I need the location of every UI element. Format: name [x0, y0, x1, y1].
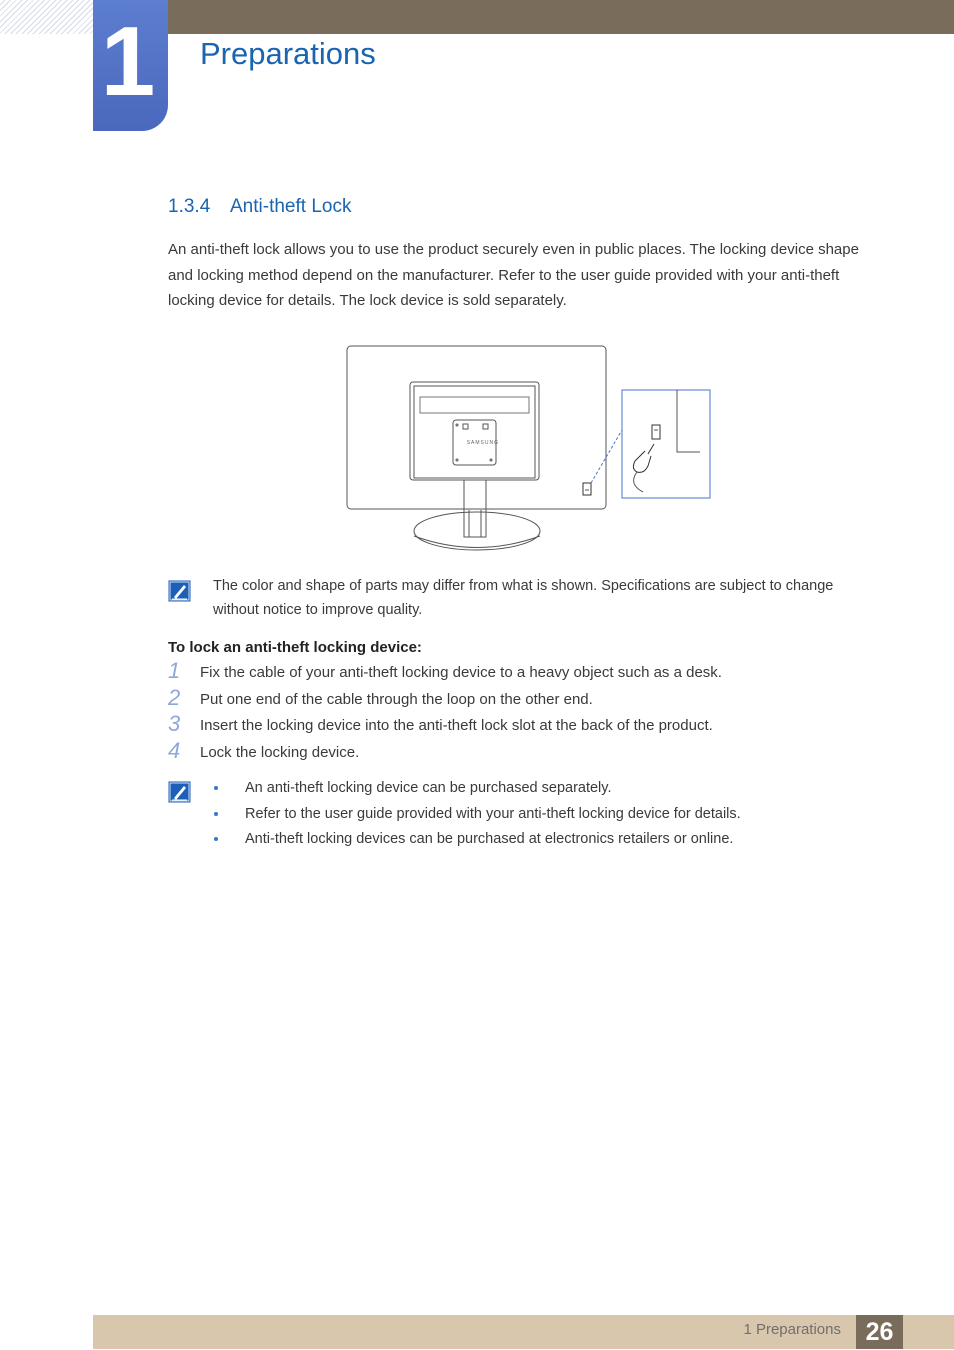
monitor-vent — [420, 397, 529, 413]
note-bullet-list — [213, 776, 873, 853]
step-text: Put one end of the cable through the loop on the other end. — [200, 690, 593, 708]
bullet-dot — [214, 812, 218, 816]
footer-chapter-label: 1 Preparations — [743, 1321, 841, 1338]
step-text: Insert the locking device into the anti-theft lock slot at the back of the product. — [200, 717, 713, 734]
step-item — [168, 713, 888, 740]
bullet-item — [213, 802, 873, 828]
section-title: Anti-theft Lock — [230, 196, 352, 217]
section-number: 1.3.4 — [168, 196, 211, 217]
lock-device-icon — [633, 444, 654, 472]
header-hatch-pattern — [0, 0, 93, 34]
stand-base — [414, 512, 540, 550]
bullet-text: An anti-theft locking device can be purchased separately. — [245, 780, 612, 796]
step-number: 4 — [168, 737, 181, 763]
bullet-item — [213, 776, 873, 802]
section-heading — [168, 195, 351, 219]
bullet-dot — [214, 837, 218, 841]
lock-slot — [583, 483, 591, 495]
intro-paragraph: An anti-theft lock allows you to use the product securely even in public places. The locking device shape and locking method depend on the manufacturer. Refer to the user guide provided with your anti-theft locking device for details. The lock device is sold separately. — [168, 241, 859, 309]
note-icon — [168, 580, 191, 602]
step-item — [168, 737, 888, 767]
chapter-number: 1 — [100, 6, 156, 116]
step-number: 3 — [168, 711, 181, 736]
step-text: Lock the locking device. — [200, 743, 360, 761]
note-icon — [168, 781, 191, 803]
step-number: 2 — [168, 684, 181, 710]
bullet-text: Anti-theft locking devices can be purchased at electronics retailers or online. — [245, 831, 734, 847]
brand-text: SAMSUNG — [466, 440, 499, 446]
detail-callout-box — [622, 390, 710, 498]
bullet-item — [213, 827, 873, 853]
monitor-back-panel — [347, 346, 606, 509]
header-bar — [168, 0, 954, 34]
step-text: Fix the cable of your anti-theft locking device to a heavy object such as a desk. — [200, 664, 722, 681]
monitor-back-illustration — [345, 344, 715, 556]
step-number: 1 — [168, 658, 181, 683]
steps-title: To lock an anti-theft locking device: — [168, 639, 422, 656]
step-item — [168, 660, 888, 687]
chapter-title: Preparations — [200, 36, 376, 71]
step-item — [168, 684, 888, 714]
steps-list — [168, 660, 888, 766]
bullet-text: Refer to the user guide provided with your anti-theft locking device for details. — [245, 805, 741, 822]
page-number: 26 — [856, 1315, 903, 1349]
bullet-dot — [214, 786, 218, 790]
note-text: The color and shape of parts may differ from what is shown. Specifications are subject to change without notice to improve quality. — [213, 578, 834, 618]
